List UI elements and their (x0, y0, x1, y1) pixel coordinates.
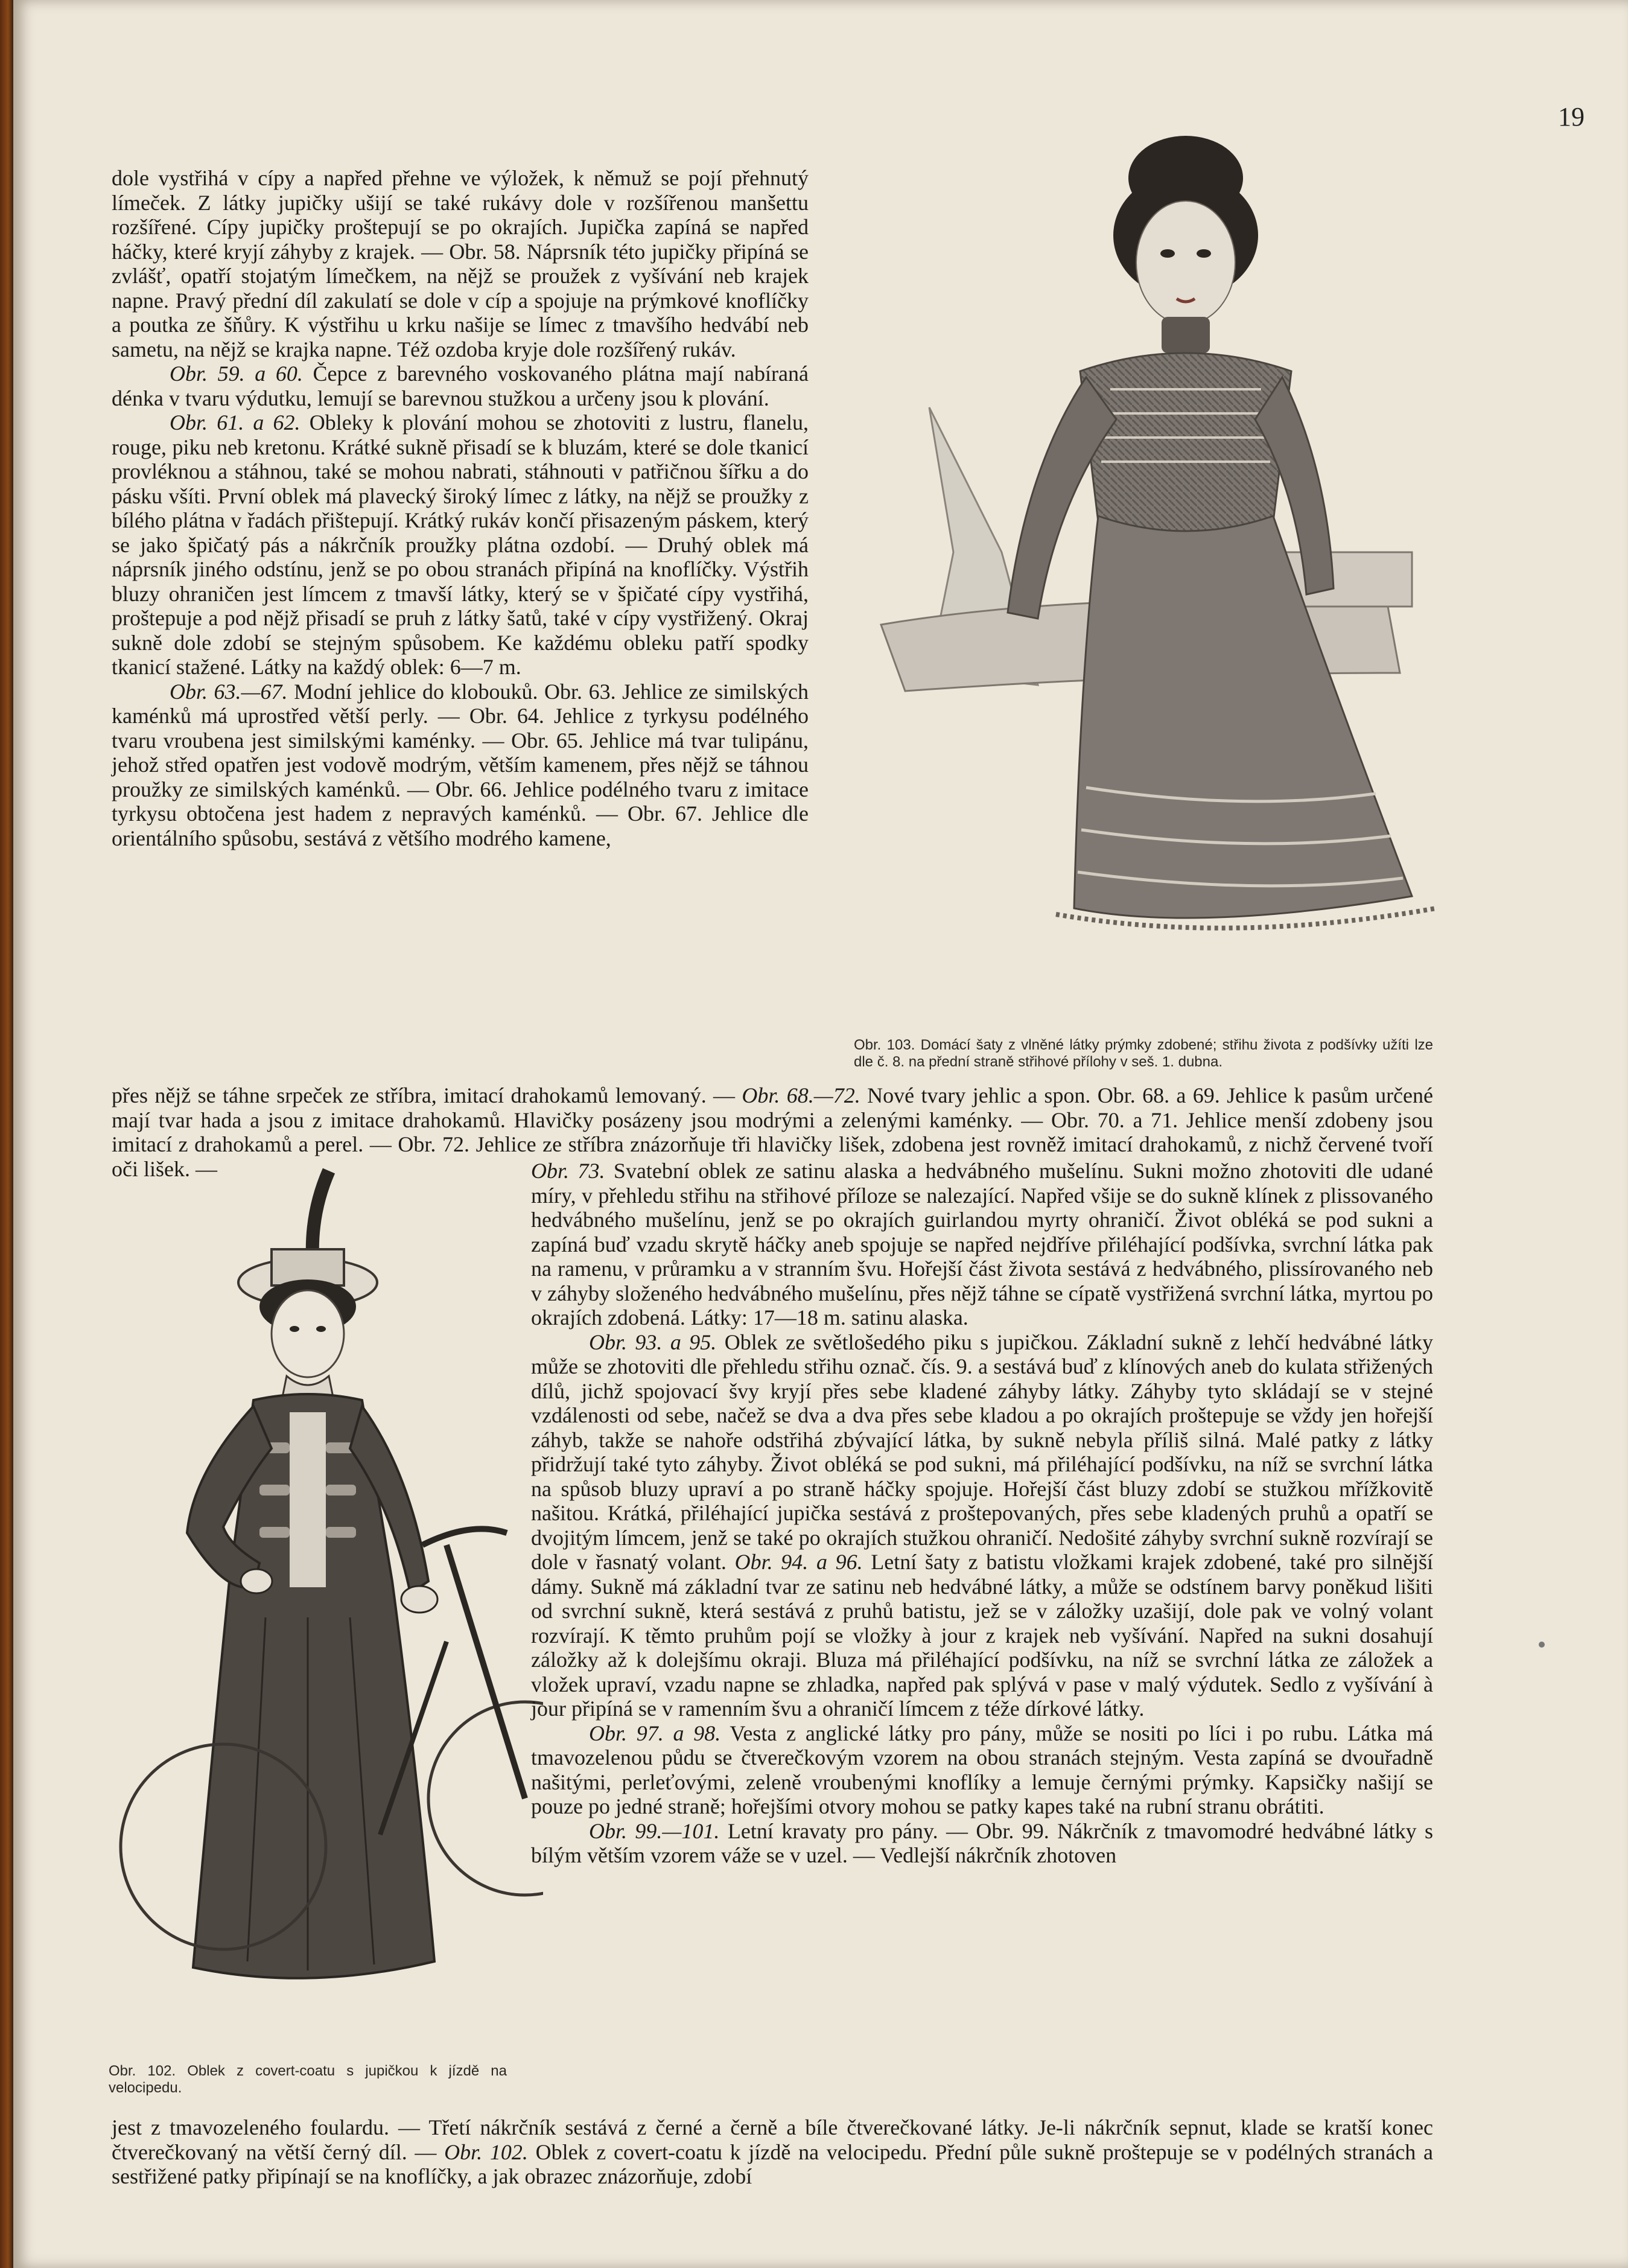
caption-figure-102: Obr. 102. Oblek z covert-coatu s jupičkou k jízdě na velocipedu. (109, 2063, 507, 2096)
figure-ref-97-98: Obr. 97. a 98. (589, 1721, 721, 1745)
figure-ref-102: Obr. 102. (444, 2139, 528, 2164)
page-mark (1539, 1642, 1545, 1648)
figure-ref-59-60: Obr. 59. a 60. (170, 362, 303, 386)
paragraph-jehlice: Obr. 63.—67. Modní jehlice do klobouků. Obr. 63. Jehlice ze similských kaménků má uprostřed větší perly. — Obr. 64. Jehlice z tyrkysu podélného tvaru vroubena jest similskými kaménky. — Obr. 65. Jehlice má tvar tulipánu, jehož střed opatřen jest vodově modrým, větším kamenem, přes nějž se táhnou proužky ze similských kaménků. — Obr. 66. Jehlice podélného tvaru z imitace tyrkysu obtočena jest hadem z nepravých kaménků. — Obr. 67. Jehlice dle orientálního spůsobu, sestává z většího modrého kamene, (112, 679, 809, 850)
left-column-text (112, 166, 809, 850)
figure-ref-68-72: Obr. 68.—72. (742, 1083, 860, 1107)
figure-ref-73: Obr. 73. (531, 1159, 605, 1183)
figure-103-illustration (857, 130, 1460, 944)
figure-ref-99-101: Obr. 99.—101. (589, 1818, 720, 1843)
figure-ref-93-95: Obr. 93. a 95. (589, 1330, 717, 1354)
paragraph-oblek-s-jupickou: Obr. 93. a 95. Oblek ze světlošedého piku s jupičkou. Základní sukně z lehčí hedvábné látky může se zhotoviti dle přehledu střihu označ. čís. 9. a sestává buď z klínových aneb do kulata střižených dílů, jichž spojovací švy kryjí přes sebe kladené záhyby látky. Záhyby tyto skládají se v stejné vzdálenosti od sebe, načež se dva a dva přes sebe kladou a po okrajích proštepuje se vždy jen hořejší záhyb, takže se nahoře odstřihá zbývající látka, by sukně nebyla příliš silná. Malé patky z látky přidržují také tyto záhyby. Život obléká se pod sukni, má přiléhající podšívku, na níž se svrchní látka na spůsob bluzy upraví a po straně háčky spojuje. Hořejší část bluzy zdobí se stužkou mřížkovitě našitou. Krátká, přiléhající jupička sestává z proštepovaných, přes sebe kladených pruhů a opatří se dvojitým límcem, jenž se také po okrajích stužkou ohraničí. Nedošité záhyby svrchní sukně rozvírají se dole v řasnatý volant. Obr. 94. a 96. Letní šaty z batistu vložkami krajek zdobené, také pro silnější dámy. Sukně má základní tvar ze satinu neb hedvábné látky, a může se odstínem barvy poněkud lišiti od svrchní sukně, která sestává z pruhů batistu, jež se v záložky uzašijí, dole pak ve volný volant rozvírají. K těmto pruhům pojí se vložky à jour z krajek neb vyšívání. Napřed na sukni dosahují záložky až k dolejšímu okraji. Bluza má přiléhající podšívku, na níž se svrchní látka ze záložek a vložek upraví, vzadu napne se zhladka, napřed pak splývá v pase v malý výdutek. Sedlo z vyšívání à jour připíná se v ramenním švu a ohraničí límcem z téže dírkové látky. (531, 1330, 1434, 1721)
figure-ref-94-96: Obr. 94. a 96. (734, 1550, 863, 1574)
paragraph-jupicka: dole vystřihá v cípy a napřed přehne ve výložek, k němuž se pojí přehnutý límeček. Z látky jupičky ušijí se také rukávy dole v rozšířenou manšettu rozšířené. Cípy jupičky proštepují se po okrajích. Jupička zapíná se napřed háčky, které kryjí záhyby z krajek. — Obr. 58. Náprsník této jupičky připíná se zvlášť, opatří stojatým límečkem, na nějž se proužek z vyšívání neb krajek napne. Pravý přední díl zakulatí se dole v cíp a spojuje na prýmkové knoflíčky a poutka ze šňůry. K výstřihu u krku našije se límec z tmavšího hedvábí neb sametu, na nějž se krajka napne. Též ozdoba kryje dole rozšířený rukáv. (112, 166, 809, 362)
figure-ref-61-62: Obr. 61. a 62. (170, 410, 300, 435)
figure-102-illustration (109, 1159, 543, 2064)
book-spine (0, 0, 13, 2268)
page-number: 19 (1558, 102, 1585, 132)
paragraph-svatebni-oblek: Obr. 73. Svatební oblek ze satinu alaska a hedvábného mušelínu. Sukni možno zhotoviti dle udané míry, v přehledu střihu na střihové příloze se nalezající. Napřed všije se do sukně klínek z plissovaného hedvábného mušelínu, jenž se po okrajích guirlandou myrty ohraničí. Život obléká se pod sukni a zapíná buď vzadu skrytě háčky aneb spojuje se napřed nejdříve přiléhající podšívka, svrchní látka pak na ramenu, v průramku a v stranním švu. Hořejší část života sestává z hedvábného, plissírovaného neb v záhyby složeného hedvábného mušelínu, přes nějž táhne se cípatě vystřižená svrchní látka, myrtou po okrajích zdobená. Látky: 17—18 m. satinu alaska. (531, 1159, 1433, 1330)
paragraph-vesta: Obr. 97. a 98. Vesta z anglické látky pro pány, může se nositi po líci i po rubu. Látka má tmavozelenou půdu se čtverečkovým vzorem na obou stranách stejným. Vesta zapíná se dvouřadně našitými, perleťovými, zeleně vroubenými knoflíky a lemuje černými prýmky. Kapsičky našijí se pouze po jedné straně; hořejšími otvory mohou se patky kapes také na rubní stranu obrátiti. (531, 1721, 1433, 1818)
right-column-text (531, 1159, 1433, 1868)
paragraph-kravaty: Obr. 99.—101. Letní kravaty pro pány. — Obr. 99. Nákrčník z tmavomodré hedvábné látky s bílým větším vzorem váže se v uzel. — Vedlejší nákrčník zhotoven (531, 1818, 1434, 1867)
caption-figure-103: Obr. 103. Domácí šaty z vlněné látky prýmky zdobené; střihu života z podšívky užíti lze dle č. 8. na přední straně střihové přílohy v seš. 1. dubna. (854, 1037, 1433, 1070)
paragraph-obleky-k-plovani: Obr. 61. a 62. Obleky k plování mohou se zhotoviti z lustru, flanelu, rouge, piku neb kretonu. Krátké sukně přisadí se k bluzám, které se dole tkanicí provléknou a stáhnou, také se mohou nabrati, stáhnouti v patřičnou šířku a do pásku všíti. První oblek má plavecký široký límec z látky, na nějž se proužky z bílého plátna v řadách přištepují. Krátký rukáv končí přisazeným páskem, který se jako špičatý pás a nákrčník proužky plátna ozdobí. — Druhý oblek má náprsník jiného odstínu, jenž se po obou stranách připíná na knoflíčky. Výstřih bluzy ohraničen jest límcem z tmavší látky, který se v špičaté cípy vystřihá, proštepuje a pod nějž přisadí se pruh z látky šatů, také v cípy vystřižený. Okraj sukně dole zdobí se stejným spůsobem. Ke každému obleku patří spodky tkanicí stažené. Látky na každý oblek: 6—7 m. (112, 410, 809, 679)
paragraph-cepce: Obr. 59. a 60. Čepce z barevného voskovaného plátna mají nabíraná dénka v tvaru výdutku, lemují se barevnou stužkou a určeny jsou k plování. (112, 362, 809, 410)
figure-ref-63-67: Obr. 63.—67. (170, 679, 288, 704)
full-width-text-2: jest z tmavozeleného foulardu. — Třetí nákrčník sestává z černé a černě a bíle čtverečkované látky. Je-li nákrčník sepnut, klade se kratší konec čtverečkovaný na větší černý díl. — Obr. 102. Oblek z covert-coatu k jízdě na velocipedu. Přední půle sukně proštepuje se v podélných stranách a sestřižené patky připínají se na knoflíčky, a jak obrazec znázorňuje, zdobí (112, 2115, 1434, 2188)
full-width-text-1: přes nějž se táhne srpeček ze stříbra, imitací drahokamů lemovaný. — Obr. 68.—72. Nové tvary jehlic a spon. Obr. 68. a 69. Jehlice k pasům určené mají tvar hada a jsou z imitace drahokamů. Hlavičky posázeny jsou modrými a zelenými kaménky. — Obr. 70. a 71. Jehlice menší zdobeny jsou imitací z drahokamů a perel. — Obr. 72. Jehlice ze stříbra znázorňuje tři hlavičky lišek, zdobena jest rovněž imitací drahokamů, z nichž červené tvoří oči lišek. — (112, 1083, 1433, 1181)
